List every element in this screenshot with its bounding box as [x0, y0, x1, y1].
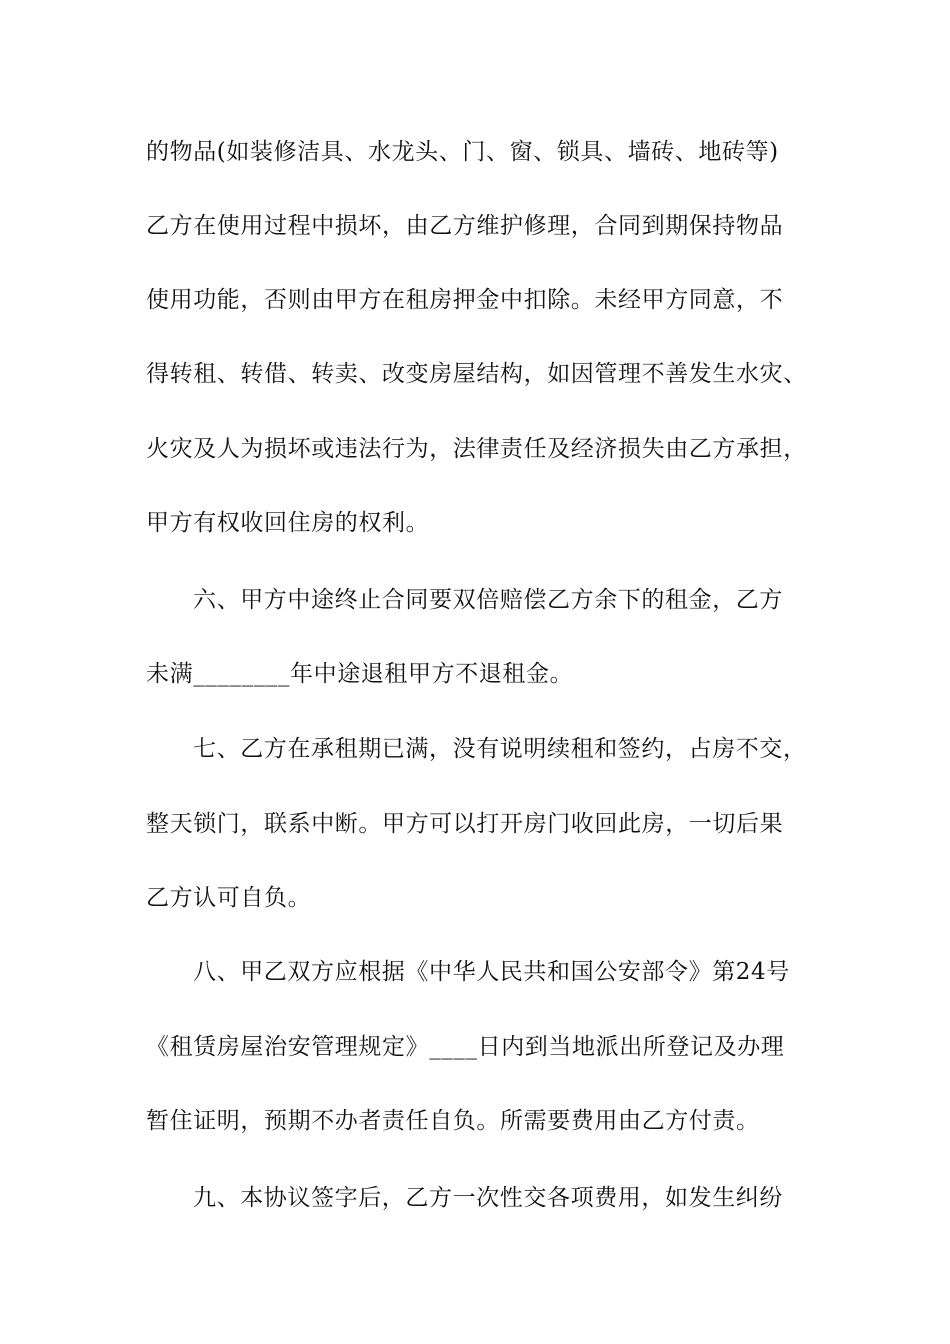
- text-line: 暂住证明，预期不办者责任自负。所需要费用由乙方付责。: [146, 1108, 760, 1134]
- text-line: 使用功能，否则由甲方在租房押金中扣除。未经甲方同意，不: [146, 287, 784, 313]
- text-line: 甲方有权收回住房的权利。: [146, 510, 430, 536]
- text-line: 乙方认可自负。: [146, 885, 312, 911]
- text-line: 得转租、转借、转卖、改变房屋结构，如因管理不善发生水灾、: [146, 361, 807, 387]
- clause-nine-line: 九、本协议签字后，乙方一次性交各项费用，如发生纠纷: [193, 1185, 783, 1211]
- text-line: 的物品(如装修洁具、水龙头、门、窗、锁具、墙砖、地砖等): [146, 139, 779, 165]
- text-line: 乙方在使用过程中损坏，由乙方维护修理，合同到期保持物品: [146, 213, 784, 239]
- text-line: 《租赁房屋治安管理规定》____日内到当地派出所登记及办理: [146, 1034, 785, 1060]
- clause-eight-line: 八、甲乙双方应根据《中华人民共和国公安部令》第24号: [193, 959, 790, 985]
- clause-seven-line: 七、乙方在承租期已满，没有说明续租和签约，占房不交，: [193, 736, 807, 762]
- text-line: 整天锁门，联系中断。甲方可以打开房门收回此房，一切后果: [146, 811, 784, 837]
- clause-six-line: 六、甲方中途终止合同要双倍赔偿乙方余下的租金，乙方: [193, 587, 783, 613]
- text-line: 火灾及人为损坏或违法行为，法律责任及经济损失由乙方承担，: [146, 436, 807, 462]
- text-line: 未满________年中途退租甲方不退租金。: [146, 661, 574, 687]
